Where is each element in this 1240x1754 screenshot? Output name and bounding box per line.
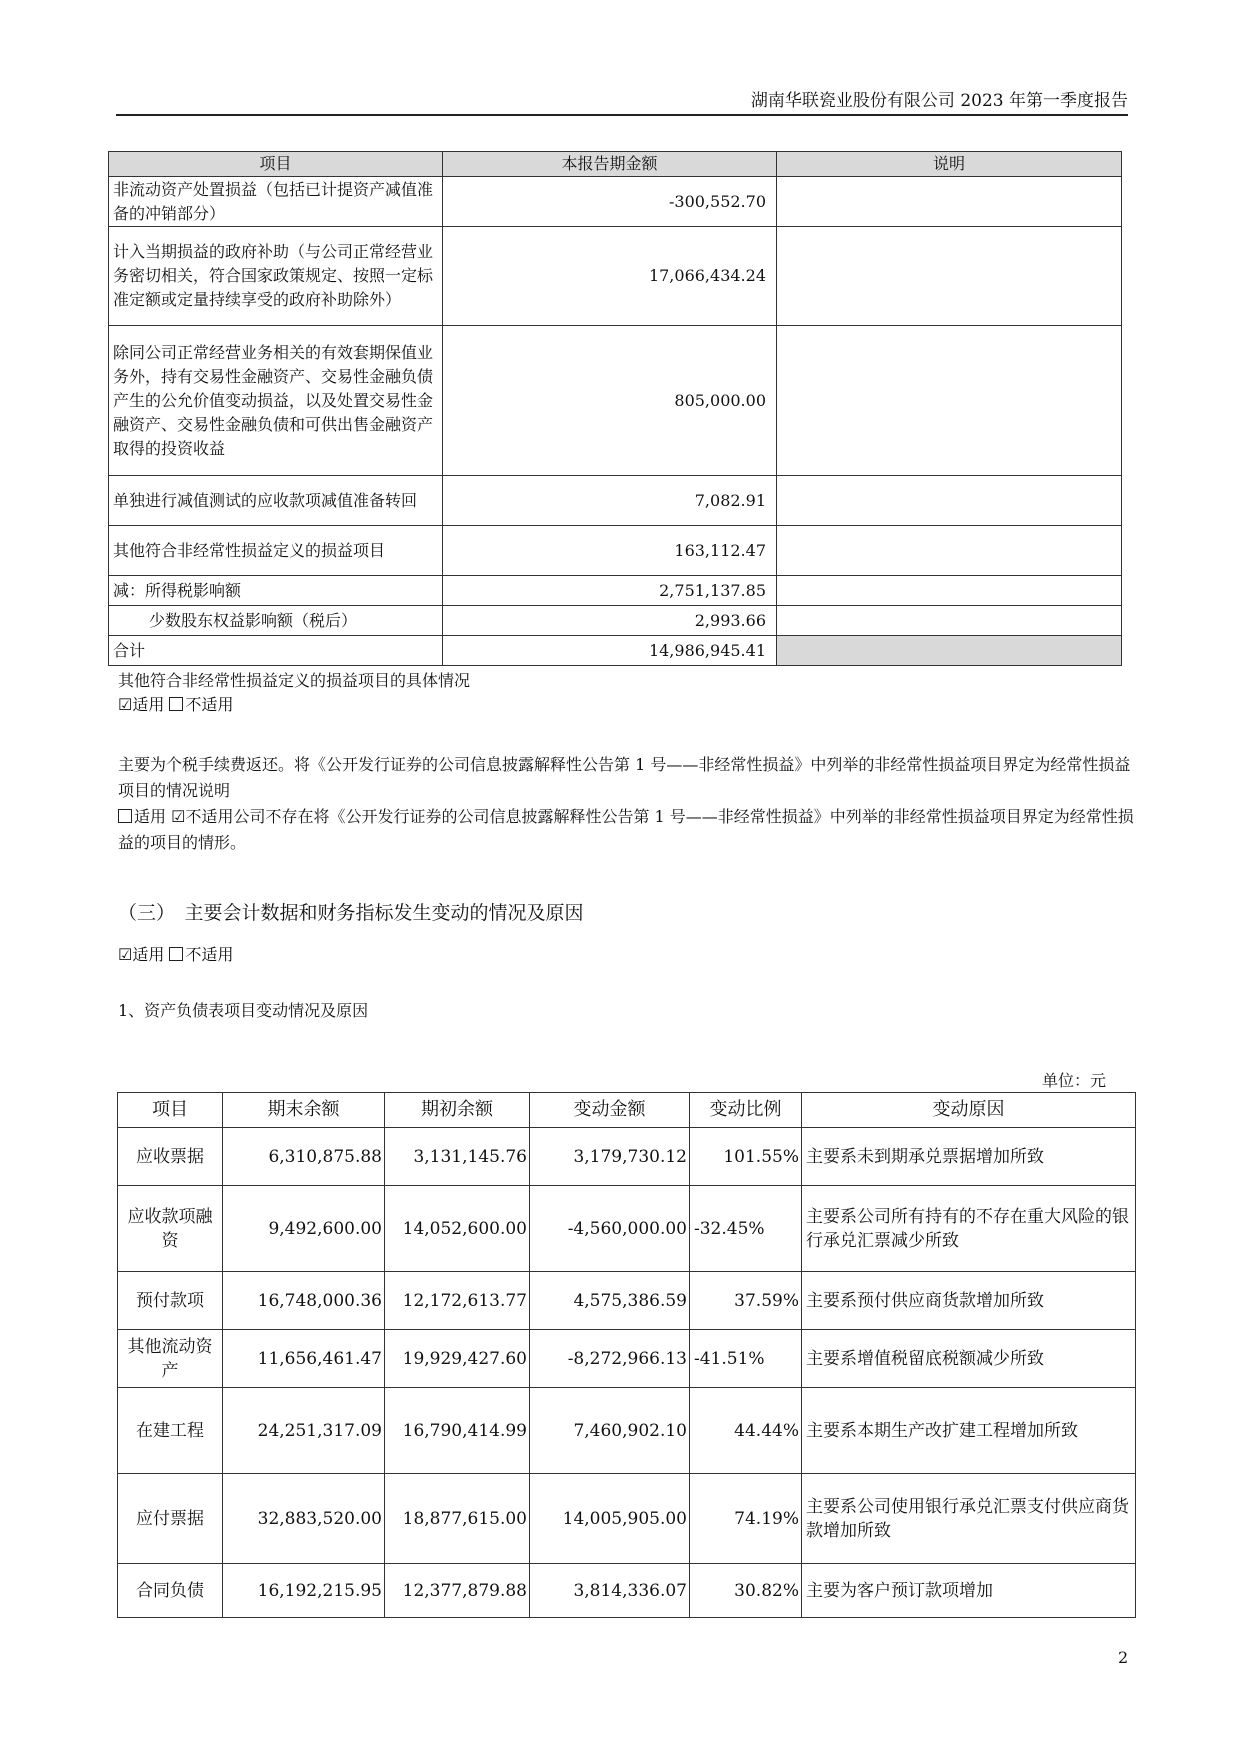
row-end: 24,251,317.09: [223, 1388, 385, 1474]
table-row: [118, 1474, 1136, 1564]
row-end: 16,192,215.95: [223, 1564, 385, 1618]
row-note: [777, 606, 1122, 636]
paragraph-2-text: 不适用公司不存在将《公开发行证券的公司信息披露解释性公告第 1 号——非经常性损益》中列举的非经常性损益项目界定为经常性损益的项目的情形。: [118, 807, 1134, 852]
applicable-label: 适用: [134, 807, 167, 826]
applicable-label: 适用: [132, 945, 165, 964]
row-note: [777, 326, 1122, 476]
col-header: 项目: [109, 152, 443, 177]
col-header: 说明: [777, 152, 1122, 177]
table-row: [109, 227, 1122, 326]
applicability-line-1: [118, 692, 233, 718]
row-change: 4,575,386.59: [530, 1272, 690, 1330]
row-change: -4,560,000.00: [530, 1186, 690, 1272]
applicable-label: 适用: [132, 695, 165, 714]
row-item: 合同负债: [118, 1564, 223, 1618]
nonrecurring-gains-table: [108, 151, 1122, 666]
row-amount: 2,993.66: [443, 606, 777, 636]
row-change: 3,179,730.12: [530, 1128, 690, 1186]
applicability-line-2: [118, 942, 233, 968]
row-item: 应收票据: [118, 1128, 223, 1186]
row-reason: 主要系公司使用银行承兑汇票支付供应商货款增加所致: [802, 1474, 1136, 1564]
row-reason: 主要系预付供应商货款增加所致: [802, 1272, 1136, 1330]
row-item: 单独进行减值测试的应收款项减值准备转回: [109, 476, 443, 526]
row-amount: 7,082.91: [443, 476, 777, 526]
table-row: [109, 526, 1122, 576]
table-row: [109, 476, 1122, 526]
row-begin: 12,172,613.77: [385, 1272, 530, 1330]
row-end: 9,492,600.00: [223, 1186, 385, 1272]
row-amount: 14,986,945.41: [443, 636, 777, 666]
row-note: [777, 227, 1122, 326]
checked-box-icon: ☑: [171, 807, 186, 826]
row-item: 其他流动资产: [118, 1330, 223, 1388]
checkbox-icon: [169, 697, 183, 711]
table-row: [118, 1564, 1136, 1618]
row-item: 应收款项融资: [118, 1186, 223, 1272]
page-number: 2: [1118, 1648, 1129, 1667]
checked-box-icon: ☑: [118, 695, 133, 714]
unit-label: 单位：元: [1042, 1071, 1107, 1090]
checkbox-icon: [118, 809, 132, 823]
col-header: 变动原因: [802, 1093, 1136, 1128]
row-reason: 主要系未到期承兑票据增加所致: [802, 1128, 1136, 1186]
row-item: 少数股东权益影响额（税后）: [109, 606, 443, 636]
table-row: [109, 177, 1122, 227]
page-header: [116, 84, 1128, 116]
row-item: 预付款项: [118, 1272, 223, 1330]
row-amount: 805,000.00: [443, 326, 777, 476]
row-change: 3,814,336.07: [530, 1564, 690, 1618]
row-ratio: 30.82%: [690, 1564, 802, 1618]
checked-box-icon: ☑: [118, 945, 133, 964]
checkbox-icon: [169, 947, 183, 961]
row-begin: 16,790,414.99: [385, 1388, 530, 1474]
balance-sheet-changes-table: [117, 1092, 1136, 1618]
row-ratio: 37.59%: [690, 1272, 802, 1330]
paragraph-2: [118, 804, 1138, 856]
row-begin: 19,929,427.60: [385, 1330, 530, 1388]
col-header: 变动比例: [690, 1093, 802, 1128]
other-items-title: 其他符合非经常性损益定义的损益项目的具体情况: [118, 671, 471, 690]
row-amount: 17,066,434.24: [443, 227, 777, 326]
table-total-row: [109, 636, 1122, 666]
table-row: [118, 1272, 1136, 1330]
table-header-row: [109, 152, 1122, 177]
row-end: 6,310,875.88: [223, 1128, 385, 1186]
row-amount: -300,552.70: [443, 177, 777, 227]
row-change: 7,460,902.10: [530, 1388, 690, 1474]
row-item: 除同公司正常经营业务相关的有效套期保值业务外，持有交易性金融资产、交易性金融负债产生的公允价值变动损益，以及处置交易性金融资产、交易性金融负债和可供出售金融资产取得的投资收益: [109, 326, 443, 476]
row-note: [777, 576, 1122, 606]
table-row: [109, 326, 1122, 476]
row-item: 在建工程: [118, 1388, 223, 1474]
row-item: 合计: [109, 636, 443, 666]
row-item: 减：所得税影响额: [109, 576, 443, 606]
row-ratio: 74.19%: [690, 1474, 802, 1564]
row-begin: 18,877,615.00: [385, 1474, 530, 1564]
row-item: 计入当期损益的政府补助（与公司正常经营业务密切相关，符合国家政策规定、按照一定标准定额或定量持续享受的政府补助除外）: [109, 227, 443, 326]
row-begin: 3,131,145.76: [385, 1128, 530, 1186]
row-note: [777, 177, 1122, 227]
row-begin: 14,052,600.00: [385, 1186, 530, 1272]
col-header: 本报告期金额: [443, 152, 777, 177]
table-header-row: [118, 1093, 1136, 1128]
row-amount: 2,751,137.85: [443, 576, 777, 606]
row-end: 16,748,000.36: [223, 1272, 385, 1330]
table-row: [109, 576, 1122, 606]
row-change: 14,005,905.00: [530, 1474, 690, 1564]
table-row: [109, 606, 1122, 636]
row-begin: 12,377,879.88: [385, 1564, 530, 1618]
col-header: 期末余额: [223, 1093, 385, 1128]
row-ratio: -41.51%: [690, 1330, 802, 1388]
row-reason: 主要系本期生产改扩建工程增加所致: [802, 1388, 1136, 1474]
header-title: 湖南华联瓷业股份有限公司 2023 年第一季度报告: [750, 91, 1128, 111]
row-note: [777, 476, 1122, 526]
row-item: 非流动资产处置损益（包括已计提资产减值准备的冲销部分）: [109, 177, 443, 227]
subsection-heading: 1、资产负债表项目变动情况及原因: [118, 1001, 369, 1020]
row-item: 应付票据: [118, 1474, 223, 1564]
row-reason: 主要系增值税留底税额减少所致: [802, 1330, 1136, 1388]
col-header: 变动金额: [530, 1093, 690, 1128]
row-ratio: -32.45%: [690, 1186, 802, 1272]
row-end: 32,883,520.00: [223, 1474, 385, 1564]
row-change: -8,272,966.13: [530, 1330, 690, 1388]
table-row: [118, 1388, 1136, 1474]
row-note: [777, 526, 1122, 576]
row-ratio: 101.55%: [690, 1128, 802, 1186]
table-row: [118, 1330, 1136, 1388]
row-reason: 主要系公司所有持有的不存在重大风险的银行承兑汇票减少所致: [802, 1186, 1136, 1272]
row-item: 其他符合非经常性损益定义的损益项目: [109, 526, 443, 576]
row-amount: 163,112.47: [443, 526, 777, 576]
table-row: [118, 1128, 1136, 1186]
not-applicable-label: 不适用: [185, 695, 234, 714]
not-applicable-label: 不适用: [185, 945, 234, 964]
row-note: [777, 636, 1122, 666]
section-heading: （三） 主要会计数据和财务指标发生变动的情况及原因: [118, 902, 584, 924]
row-end: 11,656,461.47: [223, 1330, 385, 1388]
col-header: 期初余额: [385, 1093, 530, 1128]
row-ratio: 44.44%: [690, 1388, 802, 1474]
table-row: [118, 1186, 1136, 1272]
paragraph-1: 主要为个税手续费返还。将《公开发行证券的公司信息披露解释性公告第 1 号——非经常性损益》中列举的非经常性损益项目界定为经常性损益项目的情况说明: [118, 755, 1131, 800]
col-header: 项目: [118, 1093, 223, 1128]
row-reason: 主要为客户预订款项增加: [802, 1564, 1136, 1618]
